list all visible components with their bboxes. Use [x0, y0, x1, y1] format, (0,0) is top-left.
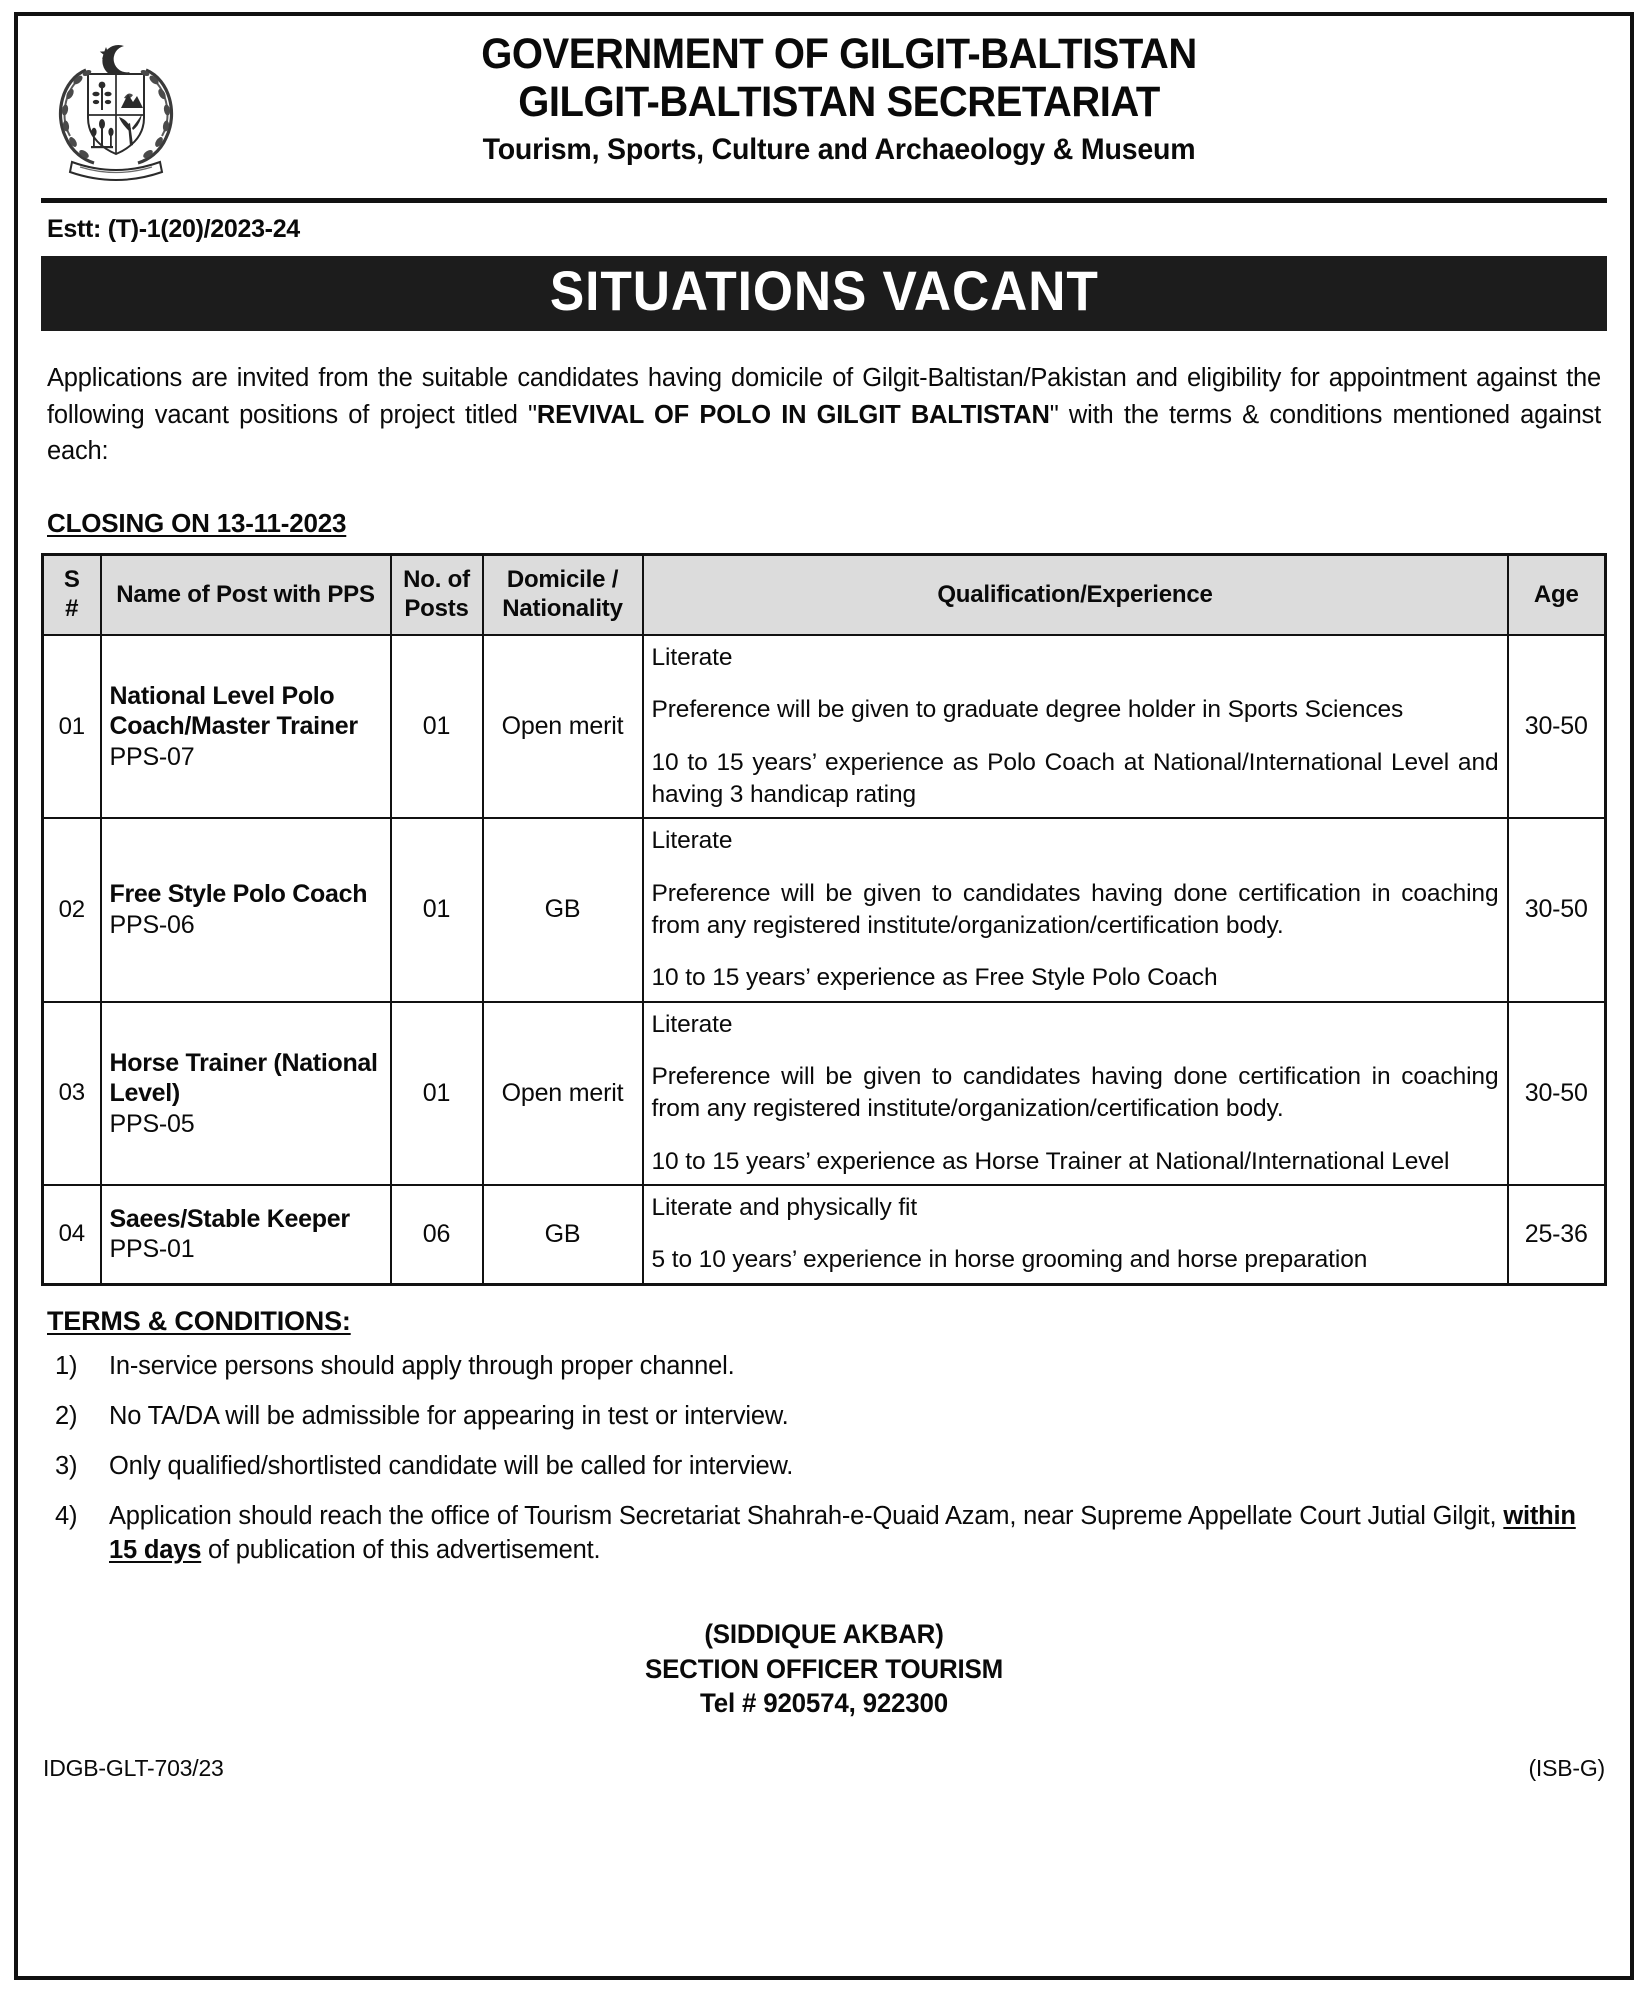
- cell-qualification: [643, 635, 1508, 818]
- post-pps-scale: PPS-07: [109, 742, 195, 771]
- signature-block: [41, 1583, 1607, 1721]
- cell-post-name: [101, 1185, 391, 1284]
- table-row: [43, 818, 1606, 1001]
- cell-age: 30-50: [1508, 635, 1606, 818]
- table-row: [43, 635, 1606, 818]
- post-title: National Level Polo Coach/Master Trainer: [109, 681, 358, 741]
- cell-no-of-posts: 01: [391, 818, 483, 1001]
- closing-date: CLOSING ON 13-11-2023: [47, 508, 347, 539]
- reference-number: Estt: (T)-1(20)/2023-24: [47, 215, 300, 243]
- qualification-paragraph: Literate: [651, 1010, 733, 1038]
- terms-list: [41, 1349, 1607, 1584]
- cell-no-of-posts: 01: [391, 1002, 483, 1185]
- qualification-paragraph: Literate: [651, 827, 733, 855]
- column-header-post: Name of Post with PPS: [101, 555, 391, 635]
- cell-post-name: [101, 1002, 391, 1185]
- footer-right-code: (ISB-G): [1528, 1755, 1605, 1782]
- cell-age: 30-50: [1508, 1002, 1606, 1185]
- footer-left-code: IDGB-GLT-703/23: [43, 1755, 224, 1782]
- post-title: Horse Trainer (National Level): [109, 1048, 378, 1108]
- footer: [41, 1721, 1607, 1782]
- terms-item: [47, 1499, 1601, 1583]
- post-pps-scale: PPS-05: [109, 1109, 195, 1138]
- cell-serial: 02: [43, 818, 101, 1001]
- column-header-serial: [43, 555, 101, 635]
- serial-label-line2: #: [65, 595, 79, 623]
- cell-no-of-posts: 06: [391, 1185, 483, 1284]
- project-title: REVIVAL OF POLO IN GILGIT BALTISTAN: [536, 400, 1050, 429]
- table-row: [43, 1002, 1606, 1185]
- cell-domicile: Open merit: [483, 1002, 643, 1185]
- cell-domicile: GB: [483, 1185, 643, 1284]
- qualification-paragraph: Preference will be given to graduate degree holder in Sports Sciences: [651, 696, 1404, 724]
- qualification-paragraph: 5 to 10 years’ experience in horse grooming and horse preparation: [651, 1246, 1368, 1274]
- column-header-qualification: Qualification/Experience: [643, 555, 1508, 635]
- officer-phone: Tel # 920574, 922300: [700, 1688, 948, 1719]
- qualification-paragraph: Literate and physically fit: [651, 1193, 918, 1221]
- table-row: [43, 1185, 1606, 1284]
- banner-title: SITUATIONS VACANT: [549, 259, 1099, 322]
- qualification-paragraph: 10 to 15 years’ experience as Polo Coach at National/International Level and having 3 handicap rating: [651, 748, 1499, 808]
- terms-item-text-part-2: of publication of this advertisement.: [201, 1536, 601, 1565]
- cell-serial: 03: [43, 1002, 101, 1185]
- cell-qualification: [643, 1185, 1508, 1284]
- qualification-paragraph: Literate: [651, 644, 733, 671]
- department-title: Tourism, Sports, Culture and Archaeology & Museum: [482, 133, 1196, 167]
- cell-age: 25-36: [1508, 1185, 1606, 1284]
- vacancies-table: [41, 553, 1607, 1285]
- government-title: GOVERNMENT OF GILGIT-BALTISTAN: [481, 30, 1197, 78]
- cell-qualification: [643, 1002, 1508, 1185]
- post-title: Free Style Polo Coach: [109, 880, 368, 909]
- post-title: Saees/Stable Keeper: [109, 1204, 350, 1233]
- qualification-paragraph: 10 to 15 years’ experience as Free Style Polo Coach: [651, 964, 1218, 992]
- column-header-no-of-posts: No. of Posts: [391, 555, 483, 635]
- cell-no-of-posts: 01: [391, 635, 483, 818]
- serial-label-line1: S: [63, 566, 80, 594]
- terms-item-text-part-1: Application should reach the office of Tourism Secretariat Shahrah-e-Quaid Azam, near Supreme Appellate Court Jutial Gilgit,: [109, 1502, 1504, 1531]
- terms-item: No TA/DA will be admissible for appearing in test or interview.: [109, 1401, 789, 1430]
- terms-item-emphasis: within 15 days: [109, 1502, 1576, 1565]
- post-pps-scale: PPS-06: [109, 910, 195, 939]
- post-pps-scale: PPS-01: [109, 1235, 195, 1264]
- terms-heading: TERMS & CONDITIONS:: [47, 1305, 351, 1336]
- intro-paragraph: [41, 356, 1607, 469]
- qualification-paragraph: 10 to 15 years’ experience as Horse Trainer at National/International Level: [651, 1147, 1450, 1175]
- column-header-age: Age: [1508, 555, 1606, 635]
- cell-age: 30-50: [1508, 818, 1606, 1001]
- terms-item: Only qualified/shortlisted candidate will be called for interview.: [109, 1451, 794, 1480]
- cell-domicile: GB: [483, 818, 643, 1001]
- cell-serial: 01: [43, 635, 101, 818]
- qualification-paragraph: Preference will be given to candidates having done certification in coaching from any registered institute/organization/certification body.: [651, 1062, 1499, 1123]
- cell-post-name: [101, 818, 391, 1001]
- pakistan-state-emblem-icon: [41, 30, 191, 184]
- masthead: [41, 24, 1607, 188]
- cell-post-name: [101, 635, 391, 818]
- qualification-paragraph: Preference will be given to candidates having done certification in coaching from any registered institute/organization/certification body.: [651, 879, 1499, 939]
- situations-vacant-banner: [41, 256, 1607, 331]
- officer-name: (SIDDIQUE AKBAR): [704, 1619, 944, 1650]
- organization-titles: [191, 30, 1607, 171]
- cell-serial: 04: [43, 1185, 101, 1284]
- secretariat-title: GILGIT-BALTISTAN SECRETARIAT: [518, 78, 1160, 127]
- terms-item: In-service persons should apply through proper channel.: [109, 1351, 735, 1380]
- column-header-domicile: Domicile / Nationality: [483, 555, 643, 635]
- intro-text-part-1: Applications are invited from the suitable candidates having domicile of Gilgit-Baltistan/Pakistan and eligibility for appointment against the following vacant positions of project titled ": [47, 364, 1601, 429]
- table-header-row: [43, 555, 1606, 635]
- cell-domicile: Open merit: [483, 635, 643, 818]
- cell-qualification: [643, 818, 1508, 1001]
- officer-designation: SECTION OFFICER TOURISM: [644, 1653, 1003, 1684]
- intro-text-part-2: " with the terms & conditions mentioned against each:: [47, 400, 1601, 465]
